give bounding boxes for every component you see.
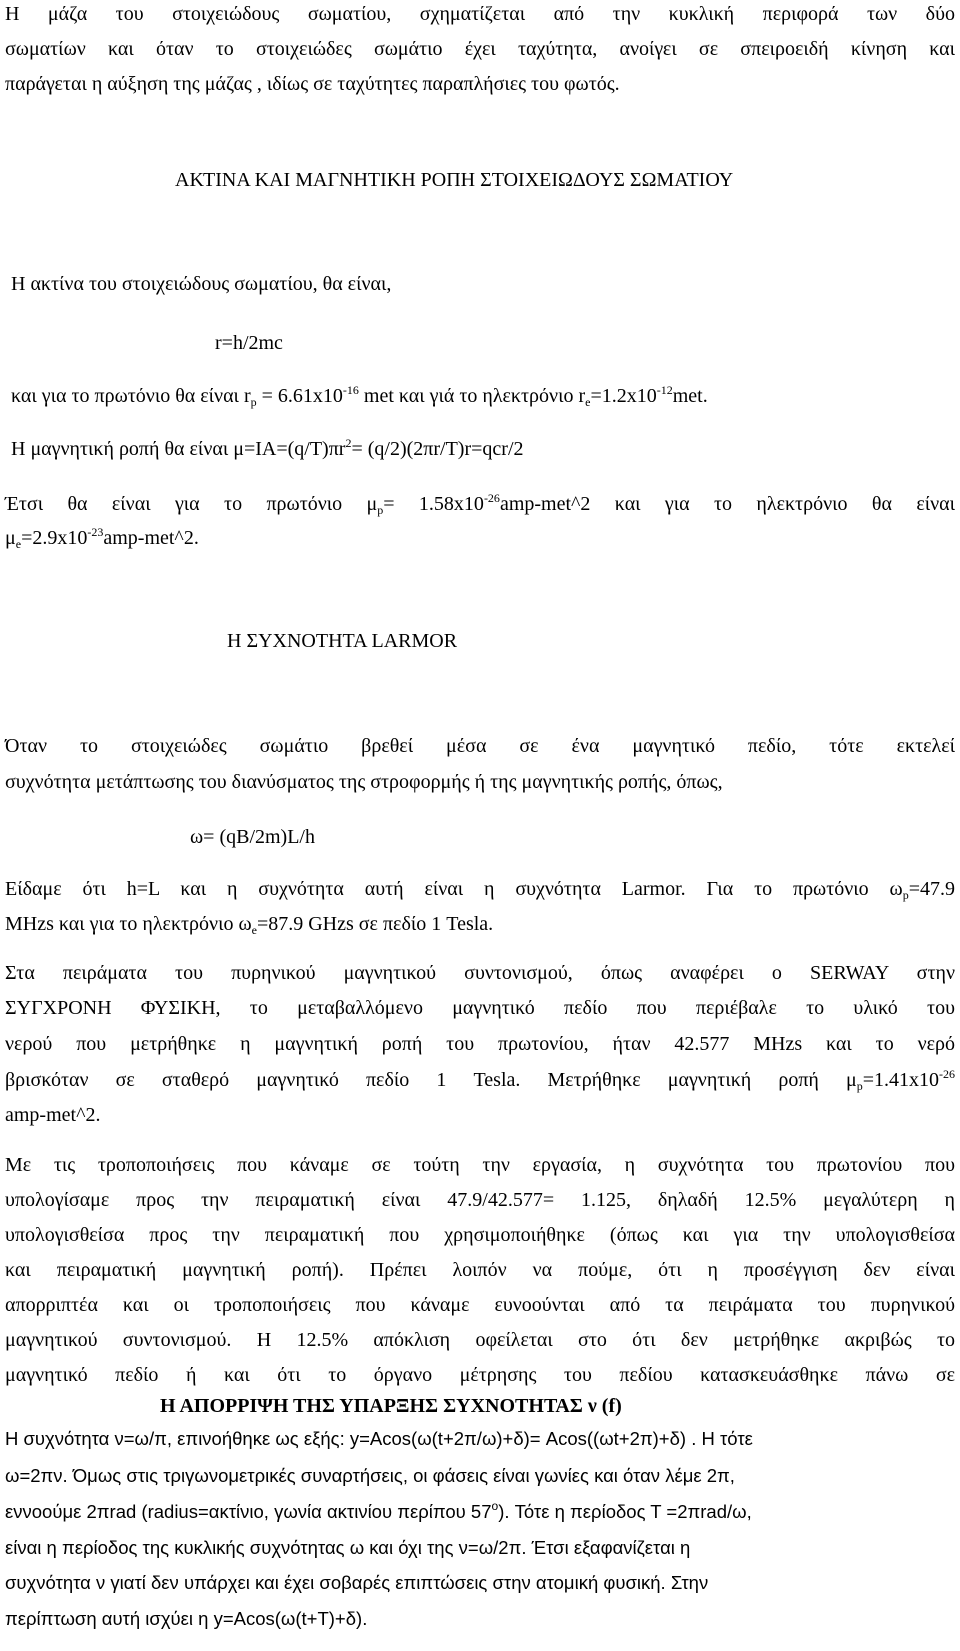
intro-line-1: Η μάζα του στοιχειώδους σωματίου, σχηματίζεται από την κυκλική περιφορά των δύο: [5, 3, 955, 25]
frequency-line-5: συχνότητα ν γιατί δεν υπάρχει και έχει σοβαρές επιπτώσεις στην ατομική φυσική. Στην: [5, 1572, 709, 1593]
radius-intro: Η ακτίνα του στοιχειώδους σωματίου, θα είναι,: [11, 273, 392, 295]
frequency-line-2: ω=2πν. Όμως στις τριγωνομετρικές συναρτήσεις, οι φάσεις είναι γωνίες και όταν λέμε 2π,: [5, 1465, 735, 1486]
modification-p4-line-7: μαγνητικό πεδίο ή και ότι το όργανο μέτρησης του πεδίου κατασκευάσθηκε πάνω σε: [5, 1364, 955, 1386]
magnetic-moment-formula: Η μαγνητική ροπή θα είναι $\mu=IA=(q/T)\pi r^2= (q/2)(2\pi r/T)r=qcr/2$: [11, 436, 524, 460]
larmor-p2-line-2: MHzs και για το ηλεκτρόνιο $\omega_e=87.9$ GHzs σε πεδίο 1 Tesla.: [5, 913, 494, 937]
radius-values-line: και για το πρωτόνιο θα είναι $r_p = 6.61x10^{-16}$ met και γιά το ηλεκτρόνιο $r_e=1.2x10^{-12}met$.: [11, 383, 708, 409]
proton-moment-line: Έτσι θα είναι για το πρωτόνιο $\mu_p=$ $1.58x10^{-26}amp-met\^{}2$ και για το ηλεκτρόνιο θα είναι: [5, 491, 956, 517]
intro-line-3: παράγεται η αύξηση της μάζας , ιδίως σε ταχύτητες παραπλήσιες του φωτός.: [5, 73, 620, 95]
section-heading-radius-moment: ΑΚΤΙΝΑ ΚΑΙ ΜΑΓΝΗΤΙΚΗ ΡΟΠΗ ΣΤΟΙΧΕΙΩΔΟΥΣ ΣΩΜΑΤΙΟΥ: [175, 169, 734, 191]
section-heading-frequency-rejection: Η ΑΠΟΡΡΙΨΗ ΤΗΣ ΥΠΑΡΞΗΣ ΣΥΧΝΟΤΗΤΑΣ ν (f): [160, 1395, 622, 1417]
modification-p4-line-5: απορριπτέα και οι τροποποιήσεις που κάναμε ευνοούνται από τα πειράματα του πυρηνικού: [5, 1294, 955, 1316]
modification-p4-line-4: και πειραματική μαγνητική ροπή). Πρέπει λοιπόν να πούμε, ότι η προσέγγιση δεν είναι: [5, 1259, 955, 1281]
larmor-p1-line-2: συχνότητα μετάπτωσης του διανύσματος της στροφορμής ή της μαγνητικής ροπής, όπως,: [5, 771, 723, 793]
nmr-p3-line-1: Στα πειράματα του πυρηνικού μαγνητικού συντονισμού, όπως αναφέρει ο SERWAY στην: [5, 962, 955, 984]
nmr-p3-line-3: νερού που μετρήθηκε η μαγνητική ροπή του πρωτονίου, ήταν 42.577 MHzs και το νερό: [5, 1033, 955, 1055]
nmr-p3-line-2: ΣΥΓΧΡΟΝΗ ΦΥΣΙΚΗ, το μεταβαλλόμενο μαγνητικό πεδίο που περιέβαλε το υλικό του: [5, 997, 955, 1019]
larmor-p1-line-1: Όταν το στοιχειώδες σωμάτιο βρεθεί μέσα σε ένα μαγνητικό πεδίο, τότε εκτελεί: [5, 735, 955, 757]
modification-p4-line-6: μαγνητικού συντονισμού. Η 12.5% απόκλιση οφείλεται στο ότι δεν μετρήθηκε ακριβώς το: [5, 1329, 955, 1351]
nmr-p3-line-4: βρισκόταν σε σταθερό μαγνητικό πεδίο 1 Tesla. Μετρήθηκε μαγνητική ροπή $\mu_p=1.41x10^{-26}$: [5, 1067, 955, 1093]
larmor-formula: ω= (qB/2m)L/h: [190, 826, 315, 848]
frequency-line-1: Η συχνότητα ν=ω/π, επινοήθηκε ως εξής: y=Acos(ω(t+2π/ω)+δ)= Acos((ωt+2π)+δ) . Η τότε: [5, 1428, 753, 1449]
modification-p4-line-3: υπολογισθείσα προς την πειραματική που χρησιμοποιήθηκε (όπως και για την υπολογισθείσα: [5, 1224, 955, 1246]
section-heading-larmor: Η ΣΥΧΝΟΤΗΤΑ LARMOR: [227, 630, 458, 652]
radius-formula: r=h/2mc: [215, 332, 283, 354]
nmr-p3-line-5: amp-met^2.: [5, 1104, 101, 1126]
modification-p4-line-2: υπολογίσαμε προς την πειραματική είναι 47.9/42.577= 1.125, δηλαδή 12.5% μεγαλύτερη η: [5, 1189, 955, 1211]
modification-p4-line-1: Με τις τροποποιήσεις που κάναμε σε τούτη την εργασία, η συχνότητα του πρωτονίου που: [5, 1154, 955, 1176]
frequency-line-3: εννοούμε 2πrad (radius=ακτίνιο, γωνία ακτινίου περίπου 57$^o$). Τότε η περίοδος Τ =2πrad/ω,: [5, 1499, 752, 1522]
frequency-line-6: περίπτωση αυτή ισχύει η y=Acos(ω(t+T)+δ).: [5, 1608, 368, 1629]
electron-moment-line: $\mu_e=2.9x10^{-23}amp-met\^{}2$.: [5, 525, 199, 551]
larmor-p2-line-1: Είδαμε ότι h=L και η συχνότητα αυτή είναι η συχνότητα Larmor. Για το πρωτόνιο $\omega_p=47.9$: [5, 878, 955, 902]
frequency-line-4: είναι η περίοδος της κυκλικής συχνότητας ω και όχι της ν=ω/2π. Έτσι εξαφανίζεται η: [5, 1537, 691, 1558]
intro-line-2: σωματίων και όταν το στοιχειώδες σωμάτιο έχει ταχύτητα, ανοίγει σε σπειροειδή κίνηση και: [5, 38, 955, 60]
